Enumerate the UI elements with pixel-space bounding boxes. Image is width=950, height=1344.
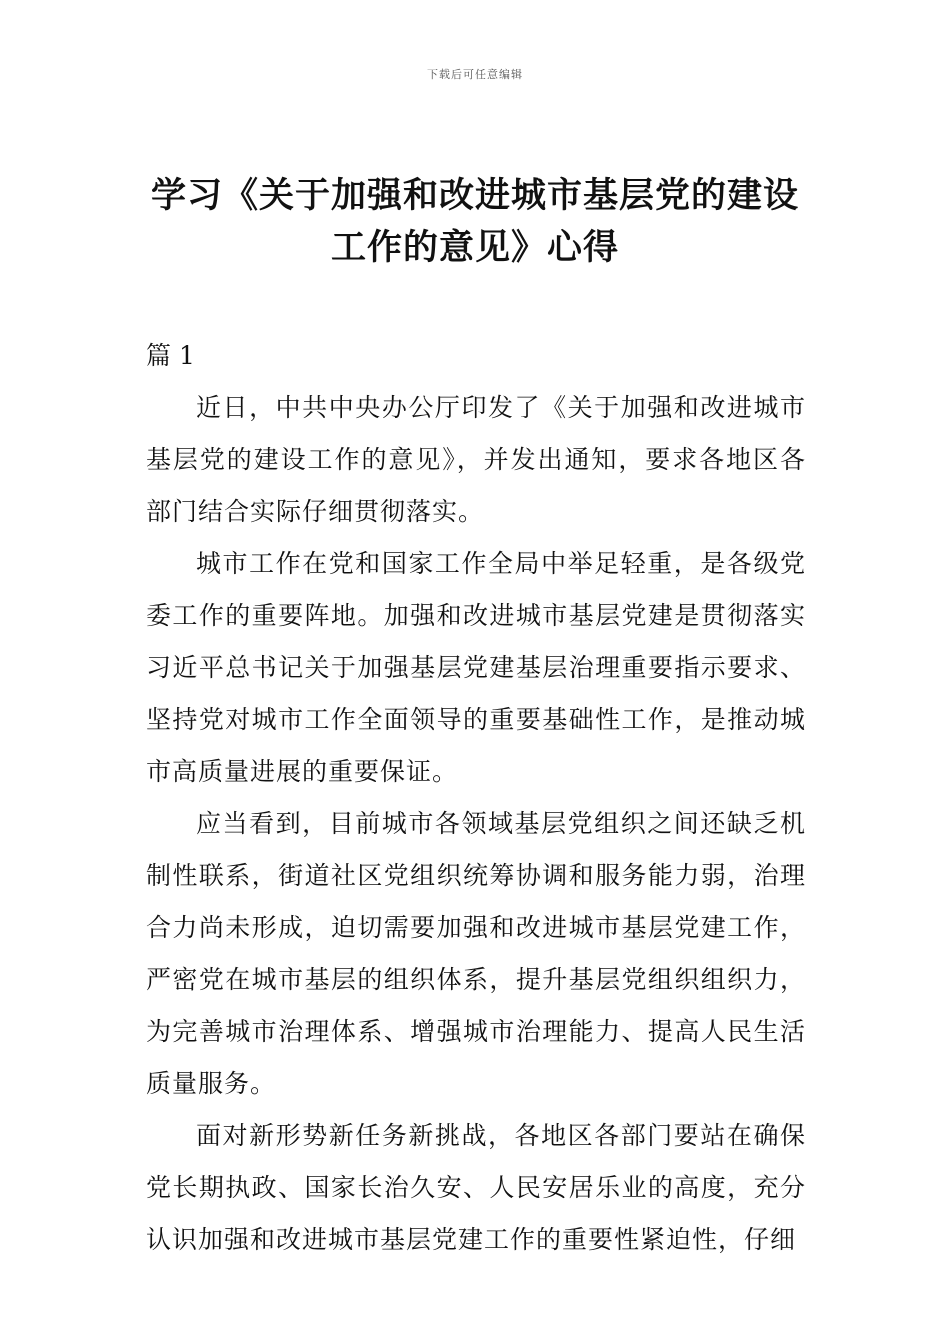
document-body [146, 330, 806, 1266]
document-title [120, 170, 830, 274]
header-note: 下载后可任意编辑 [427, 68, 523, 81]
title-line-1: 学习《关于加强和改进城市基层党的建设 [150, 176, 799, 216]
section-label: 篇 1 [146, 341, 195, 370]
paragraph-3: 应当看到，目前城市各领域基层党组织之间还缺乏机制性联系，街道社区党组织统筹协调和服务能力弱，治理合力尚未形成，迫切需要加强和改进城市基层党建工作，严密党在城市基层的组织体系，提升基层党组织组织力，为完善城市治理体系、增强城市治理能力、提高人民生活质量服务。 [146, 809, 806, 1098]
paragraph-2: 城市工作在党和国家工作全局中举足轻重，是各级党委工作的重要阵地。加强和改进城市基层党建是贯彻落实习近平总书记关于加强基层党建基层治理重要指示要求、坚持党对城市工作全面领导的重要基础性工作，是推动城市高质量进展的重要保证。 [146, 549, 806, 786]
title-line-2: 工作的意见》心得 [330, 228, 619, 268]
paragraph-4: 面对新形势新任务新挑战，各地区各部门要站在确保党长期执政、国家长治久安、人民安居乐业的高度，充分认识加强和改进城市基层党建工作的重要性紧迫性，仔细 [146, 1121, 806, 1254]
paragraph-1: 近日，中共中央办公厅印发了《关于加强和改进城市基层党的建设工作的意见》，并发出通知，要求各地区各部门结合实际仔细贯彻落实。 [146, 393, 806, 526]
